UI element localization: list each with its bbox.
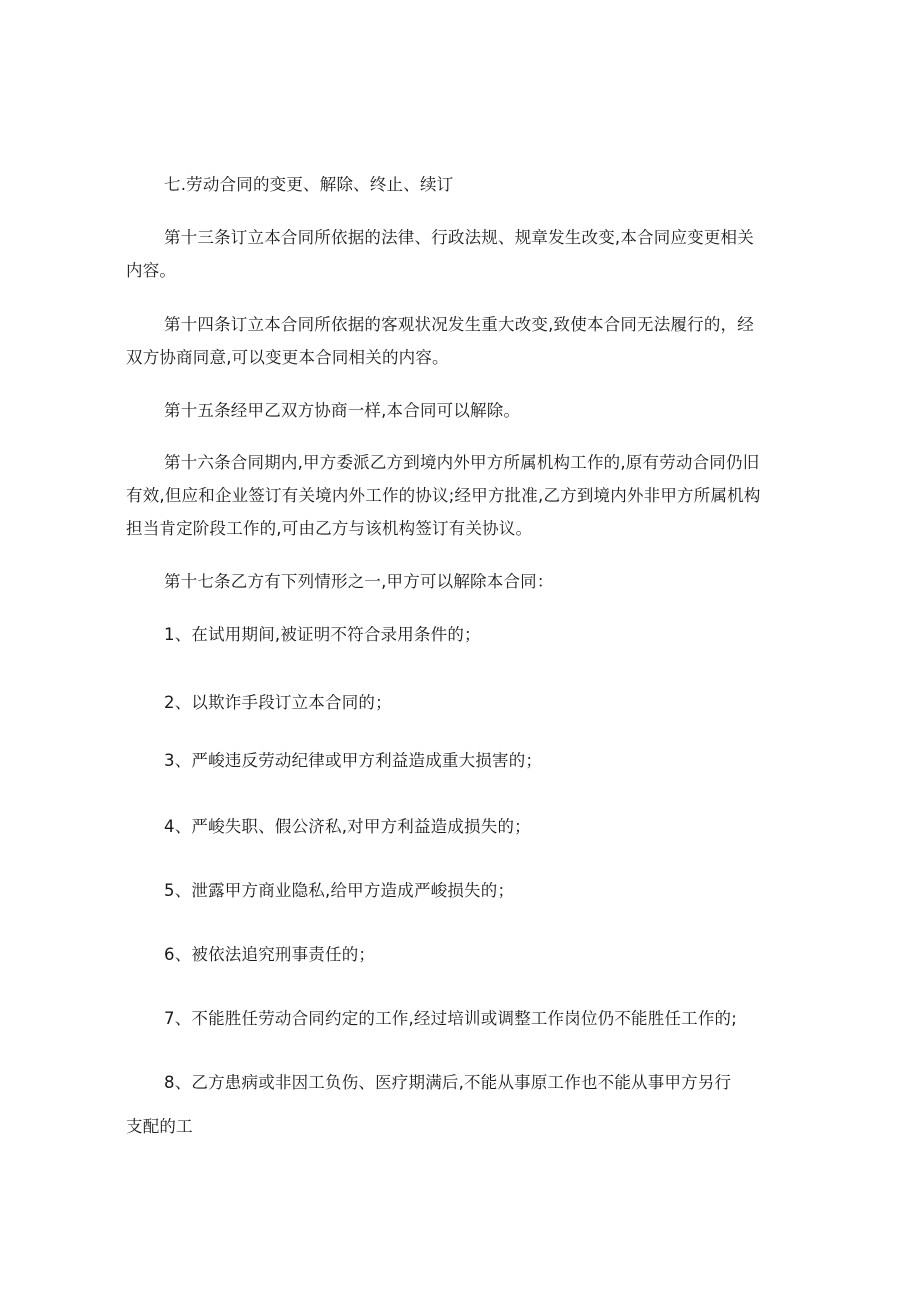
list-item: 4、严峻失职、假公济私,对甲方利益造成损失的； bbox=[164, 817, 531, 836]
list-item: 7、不能胜任劳动合同约定的工作,经过培训或调整工作岗位仍不能胜任工作的; bbox=[164, 1009, 738, 1028]
article-17: 第十七条乙方有下列情形之一,甲方可以解除本合同： bbox=[164, 572, 554, 591]
list-item: 1、在试用期间,被证明不符合录用条件的； bbox=[164, 625, 481, 644]
list-item: 2、以欺诈手段订立本合同的； bbox=[164, 693, 392, 712]
list-item: 8、乙方患病或非因工负伤、医疗期满后,不能从事原工作也不能从事甲方另行 bbox=[164, 1073, 732, 1092]
list-item: 3、严峻违反劳动纪律或甲方利益造成重大损害的； bbox=[164, 751, 543, 770]
article-13: 第十三条订立本合同所依据的法律、行政法规、规章发生改变,本合同应变更相关内容。 bbox=[126, 228, 754, 280]
article-14: 第十四条订立本合同所依据的客观状况发生重大改变,致使本合同无法履行的，经双方协商同意,可以变更本合同相关的内容。 bbox=[126, 315, 754, 367]
list-item: 6、被依法追究刑事责任的； bbox=[164, 945, 376, 964]
section-heading: 七.劳动合同的变更、解除、终止、续订 bbox=[164, 175, 454, 194]
list-item: 5、泄露甲方商业隐私,给甲方造成严峻损失的； bbox=[164, 881, 515, 900]
article-16: 第十六条合同期内,甲方委派乙方到境内外甲方所属机构工作的,原有劳动合同仍旧有效,但应和企业签订有关境内外工作的协议;经甲方批准,乙方到境内外非甲方所属机构担当肯定阶段工作的,可由乙方与该机构签订有关协议。 bbox=[126, 453, 761, 538]
continuation-text: 支配的工 bbox=[126, 1117, 193, 1136]
article-15: 第十五条经甲乙双方协商一样,本合同可以解除。 bbox=[164, 401, 521, 420]
